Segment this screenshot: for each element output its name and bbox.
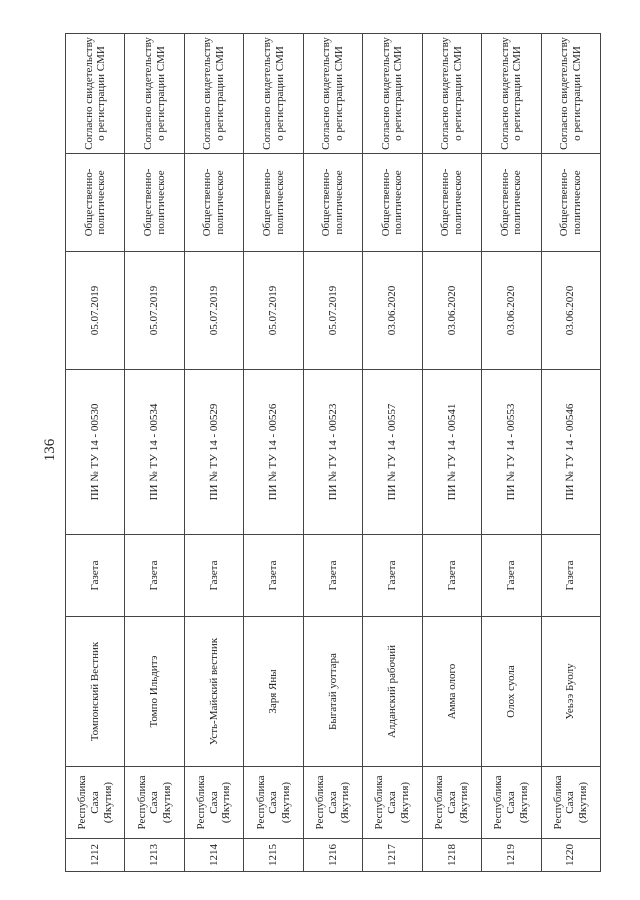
cell-specialization: Общественно-политическое <box>244 154 303 252</box>
cell-number: 1212 <box>66 839 125 872</box>
table-row <box>244 34 303 872</box>
cell-license: ПИ № ТУ 14 - 00523 <box>303 370 362 535</box>
cell-date: 05.07.2019 <box>125 252 184 370</box>
cell-date: 05.07.2019 <box>303 252 362 370</box>
cell-license: ПИ № ТУ 14 - 00557 <box>363 370 422 535</box>
cell-specialization: Общественно-политическое <box>184 154 243 252</box>
cell-media-type: Газета <box>422 535 481 617</box>
cell-date: 05.07.2019 <box>184 252 243 370</box>
cell-license: ПИ № ТУ 14 - 00526 <box>244 370 303 535</box>
cell-license: ПИ № ТУ 14 - 00534 <box>125 370 184 535</box>
cell-region: Республика Саха (Якутия) <box>422 767 481 839</box>
cell-specialization: Общественно-политическое <box>66 154 125 252</box>
cell-number: 1214 <box>184 839 243 872</box>
cell-region: Республика Саха (Якутия) <box>244 767 303 839</box>
table-row <box>66 34 125 872</box>
cell-license: ПИ № ТУ 14 - 00546 <box>541 370 601 535</box>
cell-basis: Согласно свидетельству о регистрации СМИ <box>66 34 125 154</box>
cell-media-type: Газета <box>363 535 422 617</box>
cell-number: 1215 <box>244 839 303 872</box>
cell-number: 1220 <box>541 839 601 872</box>
cell-media-name: Усть-Майский вестник <box>184 617 243 767</box>
cell-media-name: Уеьээ Буолу <box>541 617 601 767</box>
cell-media-name: Быгатай уоттара <box>303 617 362 767</box>
cell-media-type: Газета <box>184 535 243 617</box>
cell-basis: Согласно свидетельству о регистрации СМИ <box>541 34 601 154</box>
cell-region: Республика Саха (Якутия) <box>125 767 184 839</box>
cell-date: 05.07.2019 <box>244 252 303 370</box>
cell-media-name: Заря Яны <box>244 617 303 767</box>
cell-specialization: Общественно-политическое <box>363 154 422 252</box>
cell-specialization: Общественно-политическое <box>541 154 601 252</box>
table-row <box>184 34 243 872</box>
cell-media-name: Олох суола <box>482 617 541 767</box>
cell-region: Республика Саха (Якутия) <box>184 767 243 839</box>
cell-date: 03.06.2020 <box>541 252 601 370</box>
cell-media-type: Газета <box>541 535 601 617</box>
cell-number: 1218 <box>422 839 481 872</box>
cell-basis: Согласно свидетельству о регистрации СМИ <box>303 34 362 154</box>
cell-license: ПИ № ТУ 14 - 00530 <box>66 370 125 535</box>
cell-media-type: Газета <box>303 535 362 617</box>
cell-date: 03.06.2020 <box>363 252 422 370</box>
table-row <box>363 34 422 872</box>
cell-specialization: Общественно-политическое <box>422 154 481 252</box>
cell-media-type: Газета <box>482 535 541 617</box>
cell-basis: Согласно свидетельству о регистрации СМИ <box>125 34 184 154</box>
cell-basis: Согласно свидетельству о регистрации СМИ <box>184 34 243 154</box>
cell-media-type: Газета <box>244 535 303 617</box>
cell-media-name: Томпо Ильдитэ <box>125 617 184 767</box>
cell-date: 05.07.2019 <box>66 252 125 370</box>
cell-region: Республика Саха (Якутия) <box>541 767 601 839</box>
cell-specialization: Общественно-политическое <box>482 154 541 252</box>
cell-date: 03.06.2020 <box>422 252 481 370</box>
cell-basis: Согласно свидетельству о регистрации СМИ <box>422 34 481 154</box>
cell-media-name: Амма олого <box>422 617 481 767</box>
cell-number: 1213 <box>125 839 184 872</box>
table-row <box>422 34 481 872</box>
cell-license: ПИ № ТУ 14 - 00529 <box>184 370 243 535</box>
table-row <box>541 34 601 872</box>
cell-number: 1216 <box>303 839 362 872</box>
cell-date: 03.06.2020 <box>482 252 541 370</box>
table-body <box>66 34 601 872</box>
media-registry-table <box>65 33 601 872</box>
cell-region: Республика Саха (Якутия) <box>66 767 125 839</box>
cell-license: ПИ № ТУ 14 - 00553 <box>482 370 541 535</box>
cell-number: 1217 <box>363 839 422 872</box>
table-row <box>125 34 184 872</box>
cell-region: Республика Саха (Якутия) <box>363 767 422 839</box>
cell-region: Республика Саха (Якутия) <box>303 767 362 839</box>
cell-region: Республика Саха (Якутия) <box>482 767 541 839</box>
cell-basis: Согласно свидетельству о регистрации СМИ <box>244 34 303 154</box>
cell-media-name: Алданский рабочий <box>363 617 422 767</box>
cell-license: ПИ № ТУ 14 - 00541 <box>422 370 481 535</box>
cell-basis: Согласно свидетельству о регистрации СМИ <box>363 34 422 154</box>
cell-media-type: Газета <box>125 535 184 617</box>
cell-basis: Согласно свидетельству о регистрации СМИ <box>482 34 541 154</box>
table-row <box>303 34 362 872</box>
cell-media-name: Томпонский Вестник <box>66 617 125 767</box>
cell-specialization: Общественно-политическое <box>125 154 184 252</box>
cell-number: 1219 <box>482 839 541 872</box>
table-row <box>482 34 541 872</box>
page-number: 136 <box>42 438 58 462</box>
cell-specialization: Общественно-политическое <box>303 154 362 252</box>
cell-media-type: Газета <box>66 535 125 617</box>
